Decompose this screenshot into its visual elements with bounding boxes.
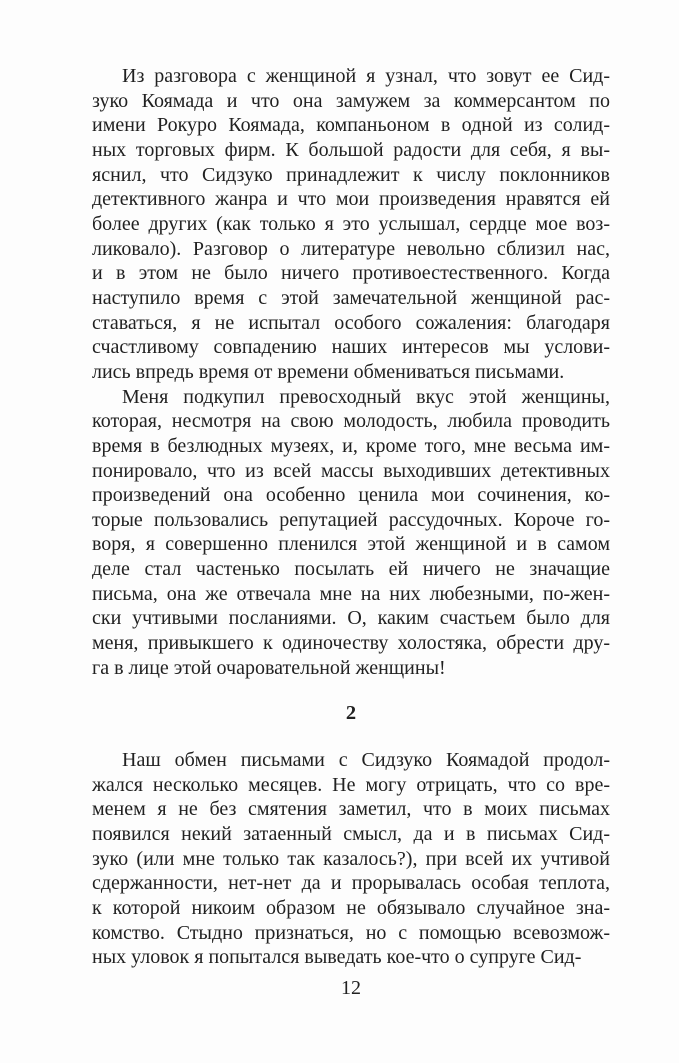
text-line: письма, она же отвечала мне на них любезными, по-жен-: [92, 582, 610, 605]
text-line: и в этом не было ничего противоестественного. Когда: [92, 262, 610, 285]
text-line: ски учтивыми посланиями. О, каким счастьем было для: [92, 607, 610, 630]
page-text: [92, 64, 610, 970]
text-line: имени Рокуро Коямада, компаньоном в одной из солид-: [92, 114, 610, 137]
text-line: которая, несмотря на свою молодость, любила проводить: [92, 410, 610, 433]
text-line: торые пользовались репутацией рассудочных. Короче го-: [92, 508, 610, 531]
text-line: понировало, что из всей массы выходивших детективных: [92, 459, 610, 482]
text-line: жался несколько месяцев. Не могу отрицать, что со вре-: [92, 773, 610, 796]
text-line: ных уловок я попытался выведать кое-что о супруге Сид-: [92, 946, 582, 969]
text-line: зуко (или мне только так казалось?), при всей их учтивой: [92, 847, 610, 870]
text-line: появился некий затаенный смысл, да и в письмах Сид-: [92, 823, 610, 846]
text-line: лись впредь время от времени обмениваться письмами.: [92, 360, 565, 383]
text-line: сдержанности, нет-нет да и прорывалась особая теплота,: [92, 872, 610, 895]
paragraph: [92, 64, 610, 385]
text-line: воря, я совершенно пленился этой женщиной и в самом: [92, 533, 610, 556]
text-line: ликовало). Разговор о литературе невольно сблизил нас,: [92, 237, 610, 260]
paragraph: [92, 748, 610, 970]
text-line: Меня подкупил превосходный вкус этой женщины,: [122, 385, 610, 408]
paragraphs-after-heading: [92, 748, 610, 970]
text-line: к которой никоим образом не обязывало случайное зна-: [92, 897, 610, 919]
text-line: деле стал частенько посылать ей ничего не значащие: [92, 558, 610, 581]
text-line: Наш обмен письмами с Сидзуко Коямадой продол-: [122, 749, 610, 772]
text-line: детективного жанра и что мои произведения нравятся ей: [92, 188, 610, 211]
text-line: менем я не без смятения заметил, что в моих письмах: [92, 798, 610, 821]
text-line: ных торговых фирм. К большой радости для себя, я вы-: [92, 138, 610, 161]
text-line: зуко Коямада и что она замужем за коммерсантом по: [92, 89, 610, 112]
text-line: произведений она особенно ценила мои сочинения, ко-: [92, 484, 610, 507]
text-line: га в лице этой очаровательной женщины!: [92, 656, 446, 679]
text-line: ставаться, я не испытал особого сожаления: благодаря: [92, 311, 610, 334]
text-line: наступило время с этой замечательной женщиной рас-: [92, 286, 610, 309]
text-line: комство. Стыдно признаться, но с помощью всевозмож-: [92, 921, 610, 944]
text-line: счастливому совпадению наших интересов мы услови-: [92, 336, 610, 359]
text-line: более других (как только я это услышал, сердце мое воз-: [92, 212, 610, 235]
text-line: меня, привыкшего к одиночеству холостяка, обрести дру-: [92, 632, 610, 655]
paragraph: [92, 385, 610, 681]
section-heading: 2: [345, 702, 357, 725]
text-line: Из разговора с женщиной я узнал, что зовут ее Сид-: [122, 65, 610, 87]
text-line: время в безлюдных музеях, и, кроме того, мне весьма им-: [92, 434, 610, 457]
paragraphs-before-heading: [92, 64, 610, 680]
page-number: 12: [341, 977, 361, 999]
text-line: яснил, что Сидзуко принадлежит к числу поклонников: [92, 163, 610, 186]
